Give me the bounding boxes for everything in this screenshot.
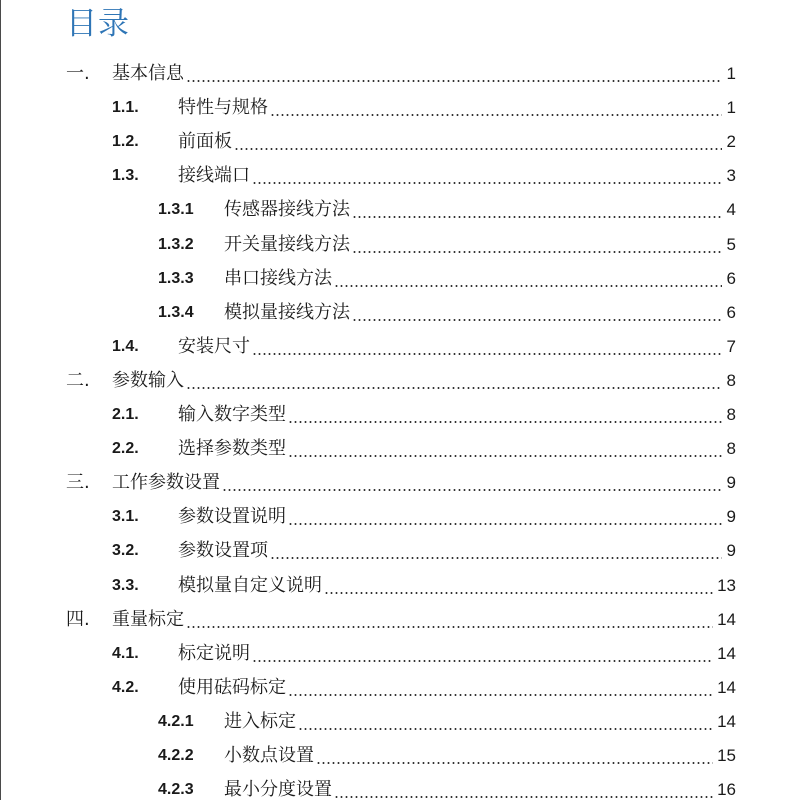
toc-entry-page: 13: [717, 575, 736, 595]
toc-entry-number: 4.1.: [112, 644, 139, 662]
toc-entry-title: 接线端口: [178, 165, 250, 187]
toc-entry[interactable]: [112, 91, 736, 125]
toc-entry-title: 特性与规格: [178, 97, 268, 119]
toc-entry-title: 进入标定: [224, 710, 296, 732]
toc-entry-number: 1.3.2: [158, 235, 194, 253]
toc-entry-page: 5: [726, 234, 736, 254]
toc-entry-page: 8: [726, 370, 736, 390]
dot-leader: [252, 637, 713, 671]
toc-entry-title: 最小分度设置: [224, 779, 332, 801]
toc-entry[interactable]: [112, 125, 736, 159]
toc-entry-number: 1.3.1: [158, 201, 194, 219]
toc-entry-page: 2: [726, 132, 736, 152]
toc-entry-title: 选择参数类型: [178, 438, 286, 460]
dot-leader: [270, 91, 722, 125]
toc-entry-title: 前面板: [178, 131, 232, 153]
dot-leader: [352, 228, 722, 262]
toc-entry-page: 14: [717, 711, 736, 731]
toc-entry[interactable]: [66, 57, 736, 91]
dot-leader: [252, 159, 722, 193]
toc-entry[interactable]: [112, 330, 736, 364]
dot-leader: [288, 398, 722, 432]
toc-entry-page: 6: [726, 302, 736, 322]
toc-entry-title: 参数输入: [112, 369, 184, 391]
toc-entry-number: 4.2.3: [158, 781, 194, 799]
toc-entry-page: 1: [726, 98, 736, 118]
toc-entry-title: 传感器接线方法: [224, 199, 350, 221]
dot-leader: [288, 432, 722, 466]
toc-entry-page: 3: [726, 166, 736, 186]
toc-entry-page: 14: [717, 609, 736, 629]
toc-entry-number: 2.2.: [112, 440, 139, 458]
toc-entry[interactable]: [112, 534, 736, 568]
toc-entry-title: 参数设置项: [178, 540, 268, 562]
toc-entry[interactable]: [158, 773, 736, 807]
toc-entry-number: 1.3.3: [158, 269, 194, 287]
dot-leader: [234, 125, 722, 159]
toc-entry-page: 16: [717, 780, 736, 800]
toc-entry-title: 小数点设置: [224, 745, 314, 766]
toc-entry-title: 基本信息: [112, 63, 184, 84]
dot-leader: [334, 773, 713, 807]
toc-entry[interactable]: [66, 603, 736, 637]
toc-entry[interactable]: [66, 364, 736, 398]
toc-entry-page: 14: [717, 677, 736, 697]
toc-entry[interactable]: [158, 705, 736, 739]
page-edge: [0, 0, 1, 800]
toc-entry-title: 模拟量接线方法: [224, 301, 350, 323]
toc-entry-title: 标定说明: [178, 642, 250, 664]
toc-entry[interactable]: [112, 671, 736, 705]
toc-entry-page: 15: [717, 746, 736, 765]
dot-leader: [270, 534, 722, 568]
toc-entry-page: 9: [726, 541, 736, 561]
toc-entry-page: 7: [726, 336, 736, 356]
toc-entry[interactable]: [158, 262, 736, 296]
toc-entry[interactable]: [158, 296, 736, 330]
toc-entry[interactable]: [158, 739, 736, 773]
dot-leader: [324, 569, 713, 603]
toc-entry-page: 9: [726, 507, 736, 527]
toc-entry-number: 四.: [66, 608, 90, 630]
toc-entry[interactable]: [66, 466, 736, 500]
toc-entry-title: 工作参数设置: [112, 472, 220, 494]
toc-entry-number: 1.1.: [112, 99, 139, 117]
dot-leader: [186, 364, 722, 398]
toc-entry-number: 1.3.: [112, 167, 139, 185]
toc-entry-title: 开关量接线方法: [224, 233, 350, 255]
toc-entry[interactable]: [112, 159, 736, 193]
toc-entry[interactable]: [158, 228, 736, 262]
toc-entry-number: 三.: [66, 472, 90, 494]
toc-entry-page: 8: [726, 405, 736, 424]
toc-entry-number: 2.1.: [112, 406, 139, 423]
dot-leader: [186, 603, 713, 637]
toc-entry-page: 9: [726, 473, 736, 493]
dot-leader: [316, 739, 713, 773]
toc-title: 目录: [66, 6, 130, 42]
dot-leader: [288, 671, 713, 705]
toc-entry-title: 串口接线方法: [224, 267, 332, 289]
toc-entry[interactable]: [158, 193, 736, 227]
toc-entry-number: 4.2.2: [158, 747, 194, 764]
toc-entry[interactable]: [112, 569, 736, 603]
toc-entry-number: 二.: [66, 369, 90, 391]
toc-entry-number: 1.4.: [112, 337, 139, 355]
toc-entry-number: 一.: [66, 63, 90, 84]
toc-entry-page: 6: [726, 268, 736, 288]
toc-entry-number: 1.3.4: [158, 303, 194, 321]
toc-entry[interactable]: [112, 432, 736, 466]
dot-leader: [334, 262, 722, 296]
dot-leader: [352, 296, 722, 330]
dot-leader: [222, 466, 722, 500]
toc-entry-title: 参数设置说明: [178, 506, 286, 528]
toc-entry-title: 模拟量自定义说明: [178, 574, 322, 596]
toc-entry-title: 安装尺寸: [178, 335, 250, 357]
dot-leader: [288, 500, 722, 534]
dot-leader: [352, 193, 722, 227]
toc-entry-number: 3.2.: [112, 542, 139, 560]
toc-entry-page: 14: [717, 643, 736, 663]
toc-entry-title: 使用砝码标定: [178, 676, 286, 698]
dot-leader: [186, 57, 722, 91]
toc-entry[interactable]: [112, 500, 736, 534]
toc-entry-page: 1: [726, 64, 736, 83]
toc-entry-page: 8: [726, 439, 736, 459]
toc-entry-page: 4: [726, 200, 736, 220]
toc-entry[interactable]: [112, 398, 736, 432]
toc-entry-number: 4.2.1: [158, 712, 194, 730]
toc-entry-number: 4.2.: [112, 678, 139, 696]
toc-entry-number: 3.1.: [112, 508, 139, 526]
toc-entry-number: 3.3.: [112, 576, 139, 594]
dot-leader: [252, 330, 722, 364]
toc-entry[interactable]: [112, 637, 736, 671]
dot-leader: [298, 705, 713, 739]
toc-entry-title: 重量标定: [112, 608, 184, 630]
toc-entry-title: 输入数字类型: [178, 404, 286, 425]
toc-entry-number: 1.2.: [112, 133, 139, 151]
